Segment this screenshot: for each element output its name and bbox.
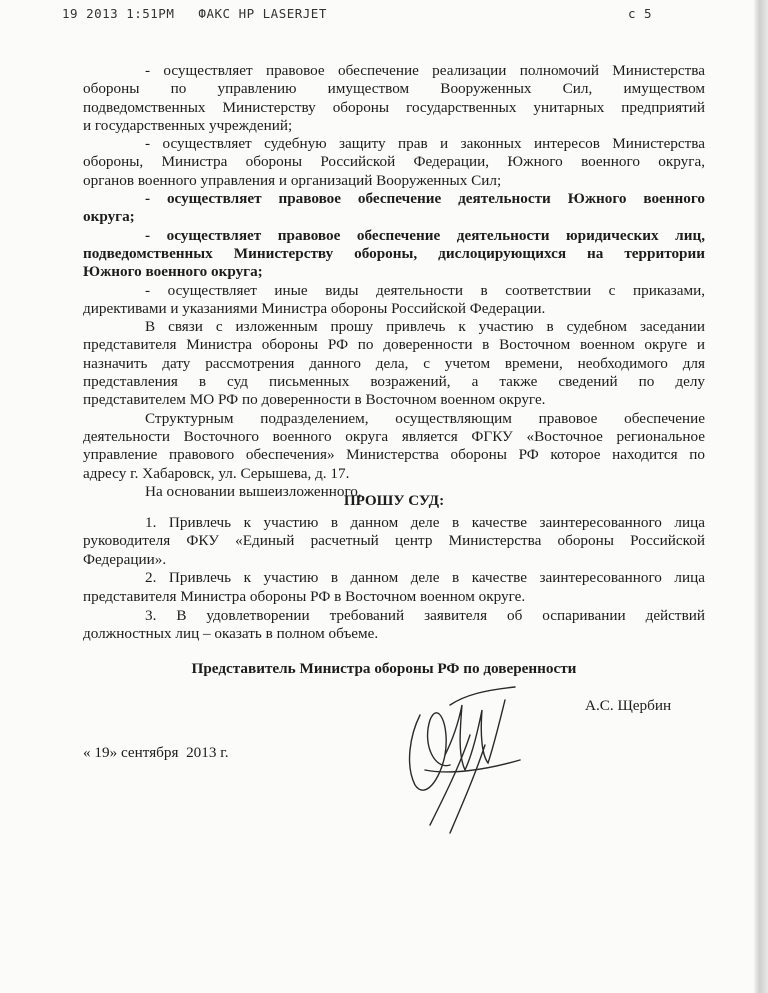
text-line: Структурным подразделением, осуществляющим правовое обеспечение	[145, 409, 705, 427]
request-item	[83, 607, 705, 644]
text-line: органов военного управления и организаций Вооруженных Сил;	[83, 171, 502, 189]
request-section	[83, 492, 705, 644]
document-body	[83, 62, 705, 501]
request-item	[83, 514, 705, 570]
text-line: - осуществляет правовое обеспечение деятельности Южного военного	[145, 190, 705, 208]
text-line: представителем МО РФ по доверенности в Восточном военном округе.	[83, 391, 546, 409]
request-heading: ПРОШУ СУД:	[343, 492, 445, 509]
text-line: 1. Привлечь к участию в данном деле в качестве заинтересованного лица	[145, 513, 705, 531]
text-line: должностных лиц – оказать в полном объеме.	[83, 625, 379, 643]
text-line: - осуществляет иные виды деятельности в соответствии с приказами,	[145, 281, 705, 299]
text-line: подведомственных Министерству обороны государственных унитарных предприятий	[83, 98, 705, 116]
text-line: обороны, Министра обороны Российской Федерации, Южного военного округа,	[83, 153, 705, 171]
document-date: « 19» сентября 2013 г.	[83, 744, 229, 761]
fax-page-number: с 5	[628, 6, 653, 21]
fax-header-info: 19 2013 1:51PM ФАКС HP LASERJET	[62, 6, 327, 21]
text-line: 3. В удовлетворении требований заявителя об оспаривании действий	[145, 606, 705, 624]
text-line: представления в суд письменных возражений, а также сведений по делу	[83, 373, 705, 391]
paragraph	[83, 318, 705, 409]
text-line: На основании вышеизложенного,	[145, 482, 362, 500]
text-line: Федерации».	[83, 550, 167, 568]
text-line: В связи с изложенным прошу привлечь к участию в судебном заседании	[145, 318, 705, 336]
paragraph	[83, 135, 705, 190]
paragraph	[83, 410, 705, 483]
text-line: управление правового обеспечения» Министерства обороны РФ которое находится по	[83, 446, 705, 464]
handwritten-signature	[390, 675, 530, 835]
text-line: округа;	[83, 208, 135, 226]
text-line: - осуществляет судебную защиту прав и законных интересов Министерства	[145, 135, 705, 153]
text-line: директивами и указаниями Министра обороны Российской Федерации.	[83, 299, 546, 317]
text-line: деятельности Восточного военного округа является ФГКУ «Восточное региональное	[83, 427, 705, 445]
text-line: Южного военного округа;	[83, 263, 263, 281]
text-line: - осуществляет правовое обеспечение деятельности юридических лиц,	[145, 226, 705, 244]
paragraph	[83, 190, 705, 227]
signatory-title: Представитель Министра обороны РФ по доверенности	[191, 660, 577, 677]
text-line: обороны по управлению имуществом Вооруженных Сил, имуществом	[83, 80, 705, 98]
text-line: представителя Министра обороны РФ в Восточном военном округе.	[83, 587, 526, 605]
scan-edge	[754, 0, 768, 993]
text-line: - осуществляет правовое обеспечение реализации полномочий Министерства	[145, 62, 705, 79]
text-line: руководителя ФКУ «Единый расчетный центр Министерства обороны Российской	[83, 532, 705, 550]
signatory-name: А.С. Щербин	[585, 697, 672, 714]
text-line: и государственных учреждений;	[83, 116, 293, 134]
text-line: подведомственных Министерству обороны, дислоцирующихся на территории	[83, 244, 705, 262]
text-line: назначить дату рассмотрения данного дела, с учетом времени, необходимого для	[83, 354, 705, 372]
request-item	[83, 569, 705, 606]
paragraph	[83, 282, 705, 319]
paragraph	[83, 227, 705, 282]
paragraph	[83, 62, 705, 135]
text-line: адресу г. Хабаровск, ул. Серышева, д. 17.	[83, 464, 350, 482]
text-line: представителя Министра обороны РФ по доверенности в Восточном военном округе и	[83, 336, 705, 354]
text-line: 2. Привлечь к участию в данном деле в качестве заинтересованного лица	[145, 569, 705, 587]
